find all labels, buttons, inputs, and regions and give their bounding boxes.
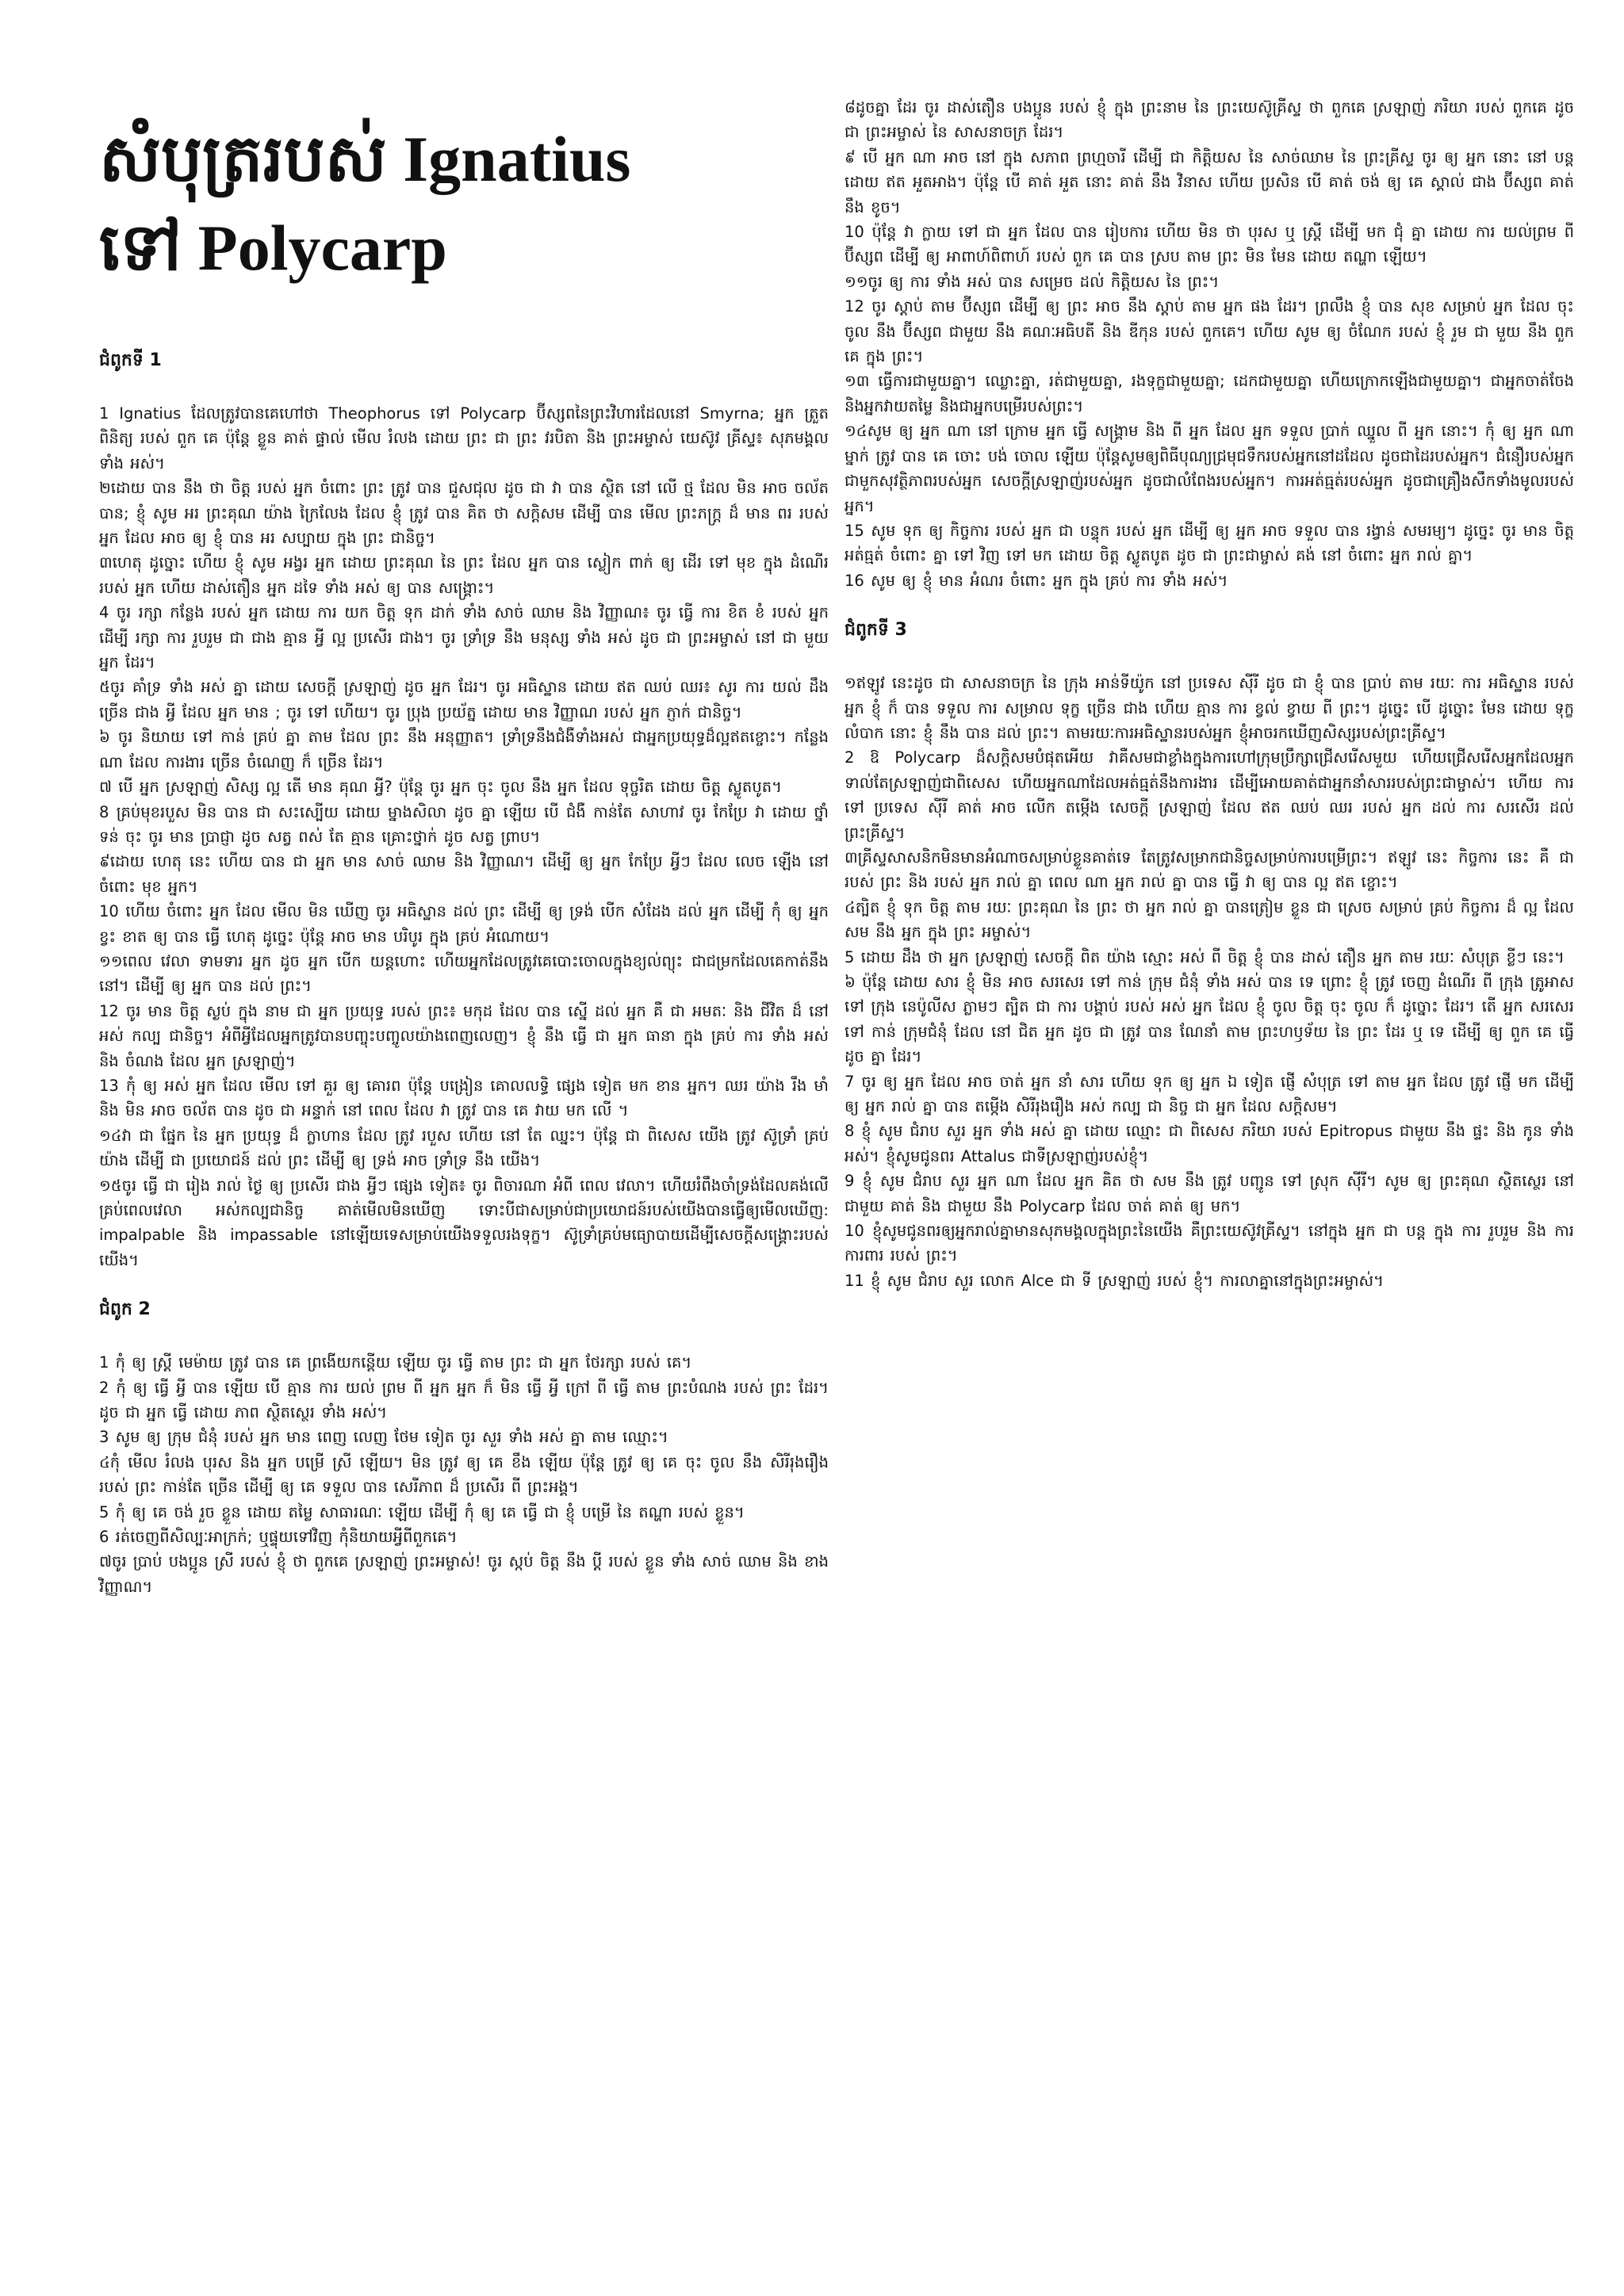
paragraph: 13 កុំ ឲ្យ អស់ អ្នក ដែល មើល ទៅ គួរ ឲ្យ គោរព ប៉ុន្តែ បង្រៀន គោលលទ្ធិ ផ្សេង ទៀត មក ខាន អ្នក។ ឈរ យ៉ាង រឹង មាំ និង មិន អាច ចល័ត បាន ដូច ជា អន្ទាក់ នៅ ពេល ដែល វា ត្រូវ បាន គេ វាយ មក លើ ។: [99, 1076, 829, 1120]
chapter-2: [99, 1298, 829, 1599]
paragraph: 9 ខ្ញុំ សូម ជំរាប សួរ អ្នក ណា ដែល អ្នក គិត ថា សម នឹង ត្រូវ បញ្ជូន ទៅ ស្រុក ស៊ីរី។ សូម ឲ្យ ព្រះគុណ ស្ថិតស្ថេរ នៅ ជាមួយ គាត់ និង ជាមួយ នឹង Polycarp ដែល ចាត់ គាត់ ឲ្យ មក។: [845, 1172, 1574, 1215]
chapter-3-heading: ជំពូកទី 3: [845, 620, 907, 641]
paragraph: 5 ដោយ ដឹង ថា អ្នក ស្រឡាញ់ សេចក្តី ពិត យ៉ាង ស្មោះ អស់ ពី ចិត្ត ខ្ញុំ បាន ដាស់ តឿន អ្នក តាម រយៈ សំបុត្រ ខ្លីៗ នេះ។: [845, 947, 1565, 966]
paragraph: ១៣ ធ្វើការជាមួយគ្នា។ ឈ្លោះគ្នា, រត់ជាមួយគ្នា, រងទុក្ខជាមួយគ្នា; ដេកជាមួយគ្នា ហើយក្រោកឡើងជាមួយគ្នា។ ជាអ្នកចាត់ចែង និងអ្នកវាយតម្លៃ និងជាអ្នកបម្រើរបស់ព្រះ។: [845, 372, 1574, 415]
document-title: [99, 115, 813, 293]
paragraph: 3 សូម ឲ្យ ក្រុម ជំនុំ របស់ អ្នក មាន ពេញ លេញ ថែម ទៀត ចូរ សួរ ទាំង អស់ គ្នា តាម ឈ្មោះ។: [99, 1428, 668, 1447]
paragraph: 10 ខ្ញុំសូមជូនពរឲ្យអ្នករាល់គ្នាមានសុភមង្គលក្នុងព្រះនៃយើង គឺព្រះយេស៊ូវគ្រីស្ទ។ នៅក្នុង អ្នក ជា បន្ត ក្នុង ការ រួបរួម និង ការ ការពារ របស់ ព្រះ។: [845, 1222, 1574, 1265]
chapter-3: [845, 618, 1574, 1293]
paragraph: ៤កុំ មើល រំលង បុរស និង អ្នក បម្រើ ស្រី ឡើយ។ មិន ត្រូវ ឲ្យ គេ ខឹង ឡើយ ប៉ុន្តែ ត្រូវ ឲ្យ គេ ចុះ ចូល នឹង សិរីរុងរឿង របស់ ព្រះ កាន់តែ ច្រើន ដើម្បី ឲ្យ គេ ទទួល បាន សេរីភាព ដ៏ ប្រសើរ ពី ព្រះអង្គ។: [99, 1452, 829, 1497]
title-line-2: ទៅ Polycarp: [99, 212, 447, 284]
paragraph: ២ដោយ បាន នឹង ថា ចិត្ត របស់ អ្នក ចំពោះ ព្រះ ត្រូវ បាន ជួសជុល ដូច ជា វា បាន ស្ថិត នៅ លើ ថ្ម ដែល មិន អាច ចល័ត បាន; ខ្ញុំ សូម អរ ព្រះគុណ យ៉ាង ក្រៃលែង ដែល ខ្ញុំ ត្រូវ បាន គិត ថា សក្តិសម ដើម្បី បាន មើល ព្រះភក្ត្រ ដ៏ មាន ពរ របស់ អ្នក ដែល អាច ឲ្យ ខ្ញុំ បាន អរ សប្បាយ ក្នុង ព្រះ ជានិច្ច។: [99, 479, 829, 548]
paragraph: 15 សូម ទុក ឲ្យ កិច្ចការ របស់ អ្នក ជា បន្ទុក របស់ អ្នក ដើម្បី ឲ្យ អ្នក អាច ទទួល បាន រង្វាន់ សមរម្យ។ ដូច្នេះ ចូរ មាន ចិត្ត អត់ធ្មត់ ចំពោះ គ្នា ទៅ វិញ ទៅ មក ដោយ ចិត្ត ស្លូតបូត ដូច ជា ព្រះជាម្ចាស់ គង់ នៅ ចំពោះ អ្នក រាល់ គ្នា។: [845, 521, 1574, 565]
paragraph: ៣គ្រីស្ទសាសនិកមិនមានអំណាចសម្រាប់ខ្លួនគាត់ទេ តែត្រូវសម្រាកជានិច្ចសម្រាប់ការបម្រើព្រះ។ ឥឡូវ នេះ កិច្ចការ នេះ គឺ ជា របស់ ព្រះ និង របស់ អ្នក រាល់ គ្នា ពេល ណា អ្នក រាល់ គ្នា បាន ធ្វើ វា ឲ្យ បាន ល្អ ឥត ខ្ចោះ។: [845, 848, 1574, 892]
paragraph: 6 រត់ចេញពីសិល្បៈអាក្រក់; ឬផ្ទុយទៅវិញ កុំនិយាយអ្វីពីពួកគេ។: [99, 1528, 458, 1547]
paragraph: ៦ ចូរ និយាយ ទៅ កាន់ គ្រប់ គ្នា តាម ដែល ព្រះ នឹង អនុញ្ញាត។ ទ្រាំទ្រនឹងជំងឺទាំងអស់ ជាអ្នកប្រយុទ្ធដ៏ល្អឥតខ្ចោះ។ កន្លែង ណា ដែល ការងារ ច្រើន ចំណេញ ក៏ ច្រើន ដែរ។: [99, 728, 829, 771]
paragraph: 2 កុំ ឲ្យ ធ្វើ អ្វី បាន ឡើយ បើ គ្មាន ការ យល់ ព្រម ពី អ្នក អ្នក ក៏ មិន ធ្វើ អ្វី ក្រៅ ពី ធ្វើ តាម ព្រះបំណង របស់ ព្រះ ដែរ។ ដូច ជា អ្នក ធ្វើ ដោយ ភាព ស្ថិតស្ថេរ ទាំង អស់។: [99, 1378, 829, 1422]
chapter-2-heading: ជំពូក 2: [99, 1299, 151, 1320]
chapter-2-continued: [845, 95, 1574, 593]
paragraph: 7 ចូរ ឲ្យ អ្នក ដែល អាច ចាត់ អ្នក នាំ សារ ហើយ ទុក ឲ្យ អ្នក ឯ ទៀត ផ្ញើ សំបុត្រ ទៅ តាម អ្នក ដែល ត្រូវ ផ្ញើ មក ដើម្បី ឲ្យ អ្នក រាល់ គ្នា បាន តម្កើង សិរីរុងរឿង អស់ កល្ប ជា និច្ច ជា អ្នក ដែល សក្តិសម។: [845, 1072, 1574, 1116]
title-line-1: សំបុត្ររបស់ Ignatius: [99, 123, 631, 195]
paragraph: ១១ចូរ ឲ្យ ការ ទាំង អស់ បាន សម្រេច ដល់ កិត្តិយស នៃ ព្រះ។: [845, 272, 1220, 291]
paragraph: ៧ បើ អ្នក ស្រឡាញ់ សិស្ស ល្អ តើ មាន គុណ អ្វី? ប៉ុន្តែ ចូរ អ្នក ចុះ ចូល នឹង អ្នក ដែល ទុច្ចរិត ដោយ ចិត្ត ស្លូតបូត។: [99, 778, 782, 797]
paragraph: ៤ត្បិត ខ្ញុំ ទុក ចិត្ត តាម រយៈ ព្រះគុណ នៃ ព្រះ ថា អ្នក រាល់ គ្នា បានត្រៀម ខ្លួន ជា ស្រេច សម្រាប់ គ្រប់ កិច្ចការ ដ៏ ល្អ ដែល សម នឹង អ្នក ក្នុង ព្រះ អម្ចាស់។: [845, 897, 1574, 942]
paragraph: 1 Ignatius ដែលត្រូវបានគេហៅថា Theophorus ទៅ Polycarp ប៊ីស្សពនៃព្រះវិហារដែលនៅ Smyrna; អ្នក ត្រួត ពិនិត្យ របស់ ពួក គេ ប៉ុន្តែ ខ្លួន គាត់ ផ្ទាល់ មើល រំលង ដោយ ព្រះ ជា ព្រះ វរបិតា និង ព្រះអម្ចាស់ យេស៊ូវ គ្រីស្ទ៖ សុភមង្គល ទាំង អស់។: [99, 404, 829, 473]
paragraph: ៦ ប៉ុន្តែ ដោយ សារ ខ្ញុំ មិន អាច សរសេរ ទៅ កាន់ ក្រុម ជំនុំ ទាំង អស់ បាន ទេ ព្រោះ ខ្ញុំ ត្រូវ ចេញ ដំណើរ ពី ក្រុង ត្រូអាស ទៅ ក្រុង នេប៉ូលីស ភ្លាមៗ ត្បិត ជា ការ បង្គាប់ របស់ អស់ អ្នក ដែល ខ្ញុំ ចូល ចិត្ត ចុះ ចូល ក៏ ដូច្នោះ ដែរ។ តើ អ្នក សរសេរ ទៅ កាន់ ក្រុមជំនុំ ដែល នៅ ជិត អ្នក ដូច ជា ត្រូវ បាន ណែនាំ តាម ព្រះហឫទ័យ នៃ ព្រះ ដែរ ឬ ទេ ដើម្បី ឲ្យ ពួក គេ ធ្វើ ដូច គ្នា ដែរ។: [845, 973, 1574, 1066]
paragraph: ៩ បើ អ្នក ណា អាច នៅ ក្នុង សភាព ព្រហ្មចារី ដើម្បី ជា កិត្តិយស នៃ សាច់ឈាម នៃ ព្រះគ្រីស្ទ ចូរ ឲ្យ អ្នក នោះ នៅ បន្ត ដោយ ឥត អួតអាង។ ប៉ុន្តែ បើ គាត់ អួត នោះ គាត់ នឹង វិនាស ហើយ ប្រសិន បើ គាត់ ចង់ ឲ្យ គេ ស្គាល់ ជាង ប៊ីស្សព គាត់ នឹង ខូច។: [845, 147, 1574, 216]
chapter-1: [99, 349, 829, 1272]
paragraph: 5 កុំ ឲ្យ គេ ចង់ រួច ខ្លួន ដោយ តម្លៃ សាធារណៈ ឡើយ ដើម្បី កុំ ឲ្យ គេ ធ្វើ ជា ខ្ញុំ បម្រើ នៃ តណ្ហា របស់ ខ្លួន។: [99, 1502, 745, 1521]
paragraph: 12 ចូរ ស្តាប់ តាម ប៊ីស្សព ដើម្បី ឲ្យ ព្រះ អាច នឹង ស្តាប់ តាម អ្នក ផង ដែរ។ ព្រលឹង ខ្ញុំ បាន សុខ សម្រាប់ អ្នក ដែល ចុះចូល នឹង ប៊ីស្សព ជាមួយ នឹង គណៈអធិបតី និង ឌីកុន របស់ ពួកគេ។ ហើយ សូម ឲ្យ ចំណែក របស់ ខ្ញុំ រួម ជា មួយ នឹង ពួក គេ ក្នុង ព្រះ។: [845, 297, 1574, 366]
paragraph: 4 ចូរ រក្សា កន្លែង របស់ អ្នក ដោយ ការ យក ចិត្ត ទុក ដាក់ ទាំង សាច់ ឈាម និង វិញ្ញាណ៖ ចូរ ធ្វើ ការ ខិត ខំ របស់ អ្នក ដើម្បី រក្សា ការ រួបរួម ជា ជាង គ្មាន អ្វី ល្អ ប្រសើរ ជាង។ ចូរ ទ្រាំទ្រ នឹង មនុស្ស ទាំង អស់ ដូច ជា ព្រះអម្ចាស់ នៅ ជា មួយ អ្នក ដែរ។: [99, 603, 829, 672]
paragraph: ៣ហេតុ ដូច្នោះ ហើយ ខ្ញុំ សូម អង្វរ អ្នក ដោយ ព្រះគុណ នៃ ព្រះ ដែល អ្នក បាន ស្លៀក ពាក់ ឲ្យ ដើរ ទៅ មុខ ក្នុង ដំណើរ របស់ អ្នក ហើយ ដាស់តឿន អ្នក ដទៃ ទាំង អស់ ឲ្យ បាន សង្គ្រោះ។: [99, 553, 829, 597]
paragraph: 11 ខ្ញុំ សូម ជំរាប សួរ លោក Alce ជា ទី ស្រឡាញ់ របស់ ខ្ញុំ។ ការលាគ្នានៅក្នុងព្រះអម្ចាស់។: [845, 1271, 1384, 1290]
paragraph: ៧ចូរ ប្រាប់ បងប្អូន ស្រី របស់ ខ្ញុំ ថា ពួកគេ ស្រឡាញ់ ព្រះអម្ចាស់! ចូរ ស្កប់ ចិត្ត នឹង ប្តី របស់ ខ្លួន ទាំង សាច់ ឈាម និង ខាង វិញ្ញាណ។: [99, 1552, 829, 1596]
paragraph: 8 គ្រប់មុខរបួស មិន បាន ជា សះស្បើយ ដោយ ម្នាងសិលា ដូច គ្នា ឡើយ បើ ជំងឺ កាន់តែ សាហាវ ចូរ កែប្រែ វា ដោយ ថ្នាំ ទន់ ចុះ ចូរ មាន ប្រាជ្ញា ដូច សត្វ ពស់ តែ គ្មាន គ្រោះថ្នាក់ ដូច សត្វ ព្រាប។: [99, 802, 829, 846]
paragraph: ៩ដោយ ហេតុ នេះ ហើយ បាន ជា អ្នក មាន សាច់ ឈាម និង វិញ្ញាណ។ ដើម្បី ឲ្យ អ្នក កែប្រែ អ្វីៗ ដែល លេច ឡើង នៅ ចំពោះ មុខ អ្នក។: [99, 852, 829, 896]
paragraph: 10 ប៉ុន្តែ វា ក្លាយ ទៅ ជា អ្នក ដែល បាន រៀបការ ហើយ មិន ថា បុរស ឬ ស្ត្រី ដើម្បី មក ជុំ គ្នា ដោយ ការ យល់ព្រម ពី ប៊ីស្សព ដើម្បី ឲ្យ អាពាហ៍ពិពាហ៍ របស់ ពួក គេ បាន ស្រប តាម ព្រះ មិន មែន ដោយ តណ្ហា ឡើយ។: [845, 223, 1574, 266]
chapter-1-heading: ជំពូកទី 1: [99, 350, 162, 370]
paragraph: ១ឥឡូវ នេះដូច ជា សាសនាចក្រ នៃ ក្រុង អាន់ទីយ៉ូក នៅ ប្រទេស ស៊ីរី ដូច ជា ខ្ញុំ បាន ប្រាប់ តាម រយៈ ការ អធិស្ឋាន របស់ អ្នក ខ្ញុំ ក៏ បាន ទទួល ការ សម្រាល ទុក្ខ ច្រើន ជាង ហើយ គ្មាន ការ ខ្វល់ ខ្វាយ ពី ព្រះ។ ដូច្នេះ បើ ដូច្នោះ មែន ដោយ ទុក្ខ លំបាក នោះ ខ្ញុំ នឹង បាន ដល់ ព្រះ។ តាមរយៈការអធិស្ឋានរបស់អ្នក ខ្ញុំអាចរកឃើញសិស្សរបស់ព្រះគ្រីស្ទ។: [845, 674, 1574, 742]
paragraph: 10 ហើយ ចំពោះ អ្នក ដែល មើល មិន ឃើញ ចូរ អធិស្ឋាន ដល់ ព្រះ ដើម្បី ឲ្យ ទ្រង់ បើក សំដែង ដល់ អ្នក ដើម្បី កុំ ឲ្យ អ្នក ខ្វះ ខាត ឲ្យ បាន ធ្វើ ហេតុ ដូច្នេះ ប៉ុន្តែ អាច មាន បរិបូរ ក្នុង គ្រប់ អំណោយ។: [99, 902, 829, 946]
paragraph: 12 ចូរ មាន ចិត្ត ស្ងប់ ក្នុង នាម ជា អ្នក ប្រយុទ្ធ របស់ ព្រះ៖ មកុដ ដែល បាន ស្នើ ដល់ អ្នក គឺ ជា អមតៈ និង ជីវិត ដ៏ នៅ អស់ កល្ប ជានិច្ច។ អំពីអ្វីដែលអ្នកត្រូវបានបញ្ចុះបញ្ចូលយ៉ាងពេញលេញ។ ខ្ញុំ នឹង ធ្វើ ជា អ្នក ធានា ក្នុង គ្រប់ ការ ទាំង អស់ និង ចំណង ដែល អ្នក ស្រឡាញ់។: [99, 1001, 829, 1070]
paragraph: 2 ឱ Polycarp ដ៏សក្តិសមបំផុតអើយ វាគឺសមជាខ្លាំងក្នុងការហៅក្រុមប្រឹក្សាជ្រើសរើសមួយ ហើយជ្រើសរើសអ្នកដែលអ្នកទាល់តែស្រឡាញ់ជាពិសេស ហើយអ្នកណាដែលអត់ធ្មត់នឹងការងារ ដើម្បីអោយគាត់ជាអ្នកនាំសាររបស់ព្រះជាម្ចាស់។ ហើយ ការ ទៅ ប្រទេស ស៊ីរី គាត់ អាច លើក តម្កើង សេចក្តី ស្រឡាញ់ ដែល ឥត ឈប់ ឈរ របស់ អ្នក ដល់ ការ សរសើរ ដល់ ព្រះគ្រីស្ទ។: [845, 748, 1574, 842]
paragraph: 8 ខ្ញុំ សូម ជំរាប សួរ អ្នក ទាំង អស់ គ្នា ដោយ ឈ្មោះ ជា ពិសេស ភរិយា របស់ Epitropus ជាមួយ នឹង ផ្ទះ និង កូន ទាំង អស់។ ខ្ញុំសូមជូនពរ Attalus ជាទីស្រឡាញ់របស់ខ្ញុំ។: [845, 1122, 1574, 1165]
right-column: [845, 95, 1574, 1293]
paragraph: ១៤វា ជា ផ្នែក នៃ អ្នក ប្រយុទ្ធ ដ៏ ក្លាហាន ដែល ត្រូវ របួស ហើយ នៅ តែ ឈ្នះ។ ប៉ុន្តែ ជា ពិសេស យើង ត្រូវ ស៊ូទ្រាំ គ្រប់ យ៉ាង ដើម្បី ជា ប្រយោជន៍ ដល់ ព្រះ ដើម្បី ឲ្យ ទ្រង់ អាច ទ្រាំទ្រ នឹង យើង។: [99, 1126, 829, 1170]
paragraph: ១៤សូម ឲ្យ អ្នក ណា នៅ ក្រោម អ្នក ធ្វើ សង្គ្រាម និង ពី អ្នក ដែល អ្នក ទទួល ប្រាក់ ឈ្នួល ពី អ្នក នោះ។ កុំ ឲ្យ អ្នក ណា ម្នាក់ ត្រូវ បាន គេ ចោះ បង់ ចោល ឡើយ ប៉ុន្តែសូមឲ្យពិធីបុណ្យជ្រមុជទឹករបស់អ្នកនៅដដែល ដូចជាដៃរបស់អ្នក។ ជំនឿរបស់អ្នក ជាមួកសុវត្ថិភាពរបស់អ្នក សេចក្តីស្រឡាញ់របស់អ្នក ដូចជាលំពែងរបស់អ្នក។ ការអត់ធ្មត់របស់អ្នក ដូចជាគ្រឿងសឹកទាំងមូលរបស់អ្នក។: [845, 422, 1574, 515]
paragraph: 1 កុំ ឲ្យ ស្ត្រី មេម៉ាយ ត្រូវ បាន គេ ព្រងើយកន្តើយ ឡើយ ចូរ ធ្វើ តាម ព្រះ ជា អ្នក ថែរក្សា របស់ គេ។: [99, 1353, 692, 1372]
paragraph: ៨ដូចគ្នា ដែរ ចូរ ដាស់តឿន បងប្អូន របស់ ខ្ញុំ ក្នុង ព្រះនាម នៃ ព្រះយេស៊ូគ្រីស្ទ ថា ពួកគេ ស្រឡាញ់ ភរិយា របស់ ពួកគេ ដូច ជា ព្រះអម្ចាស់ នៃ សាសនាចក្រ ដែរ។: [845, 98, 1574, 142]
paragraph: ៥ចូរ គាំទ្រ ទាំង អស់ គ្នា ដោយ សេចក្តី ស្រឡាញ់ ដូច អ្នក ដែរ។ ចូរ អធិស្ឋាន ដោយ ឥត ឈប់ ឈរ៖ សូរ ការ យល់ ដឹង ច្រើន ជាង អ្វី ដែល អ្នក មាន ; ចូរ ទៅ ហើយ។ ចូរ ប្រុង ប្រយ័ត្ន ដោយ មាន វិញ្ញាណ របស់ អ្នក ភ្ញាក់ ជានិច្ច។: [99, 678, 829, 721]
paragraph: ១១ពេល វេលា ទាមទារ អ្នក ដូច អ្នក បើក យន្តហោះ ហើយអ្នកដែលត្រូវគេបោះចោលក្នុងខ្យល់ព្យុះ ជាជម្រកដែលគេកាត់នឹងនៅ។ ដើម្បី ឲ្យ អ្នក បាន ដល់ ព្រះ។: [99, 951, 829, 996]
paragraph: ១៥ចូរ ធ្វើ ជា រៀង រាល់ ថ្ងៃ ឲ្យ ប្រសើរ ជាង អ្វីៗ ផ្សេង ទៀត៖ ចូរ ពិចារណា អំពី ពេល វេលា។ ហើយរំពឹងចាំទ្រង់ដែលគង់លើគ្រប់ពេលវេលា អស់កល្បជានិច្ច គាត់មើលមិនឃើញ ទោះបីជាសម្រាប់ជាប្រយោជន៍របស់យើងបានធ្វើឲ្យមើលឃើញ: impalpable និង impassable នៅឡើយទេសម្រាប់យើងទទួលរងទុក្ខ។ ស៊ូទ្រាំគ្រប់មធ្យោបាយដើម្បីសេចក្តីសង្គ្រោះរបស់យើង។: [99, 1176, 829, 1269]
paragraph: 16 សូម ឲ្យ ខ្ញុំ មាន អំណរ ចំពោះ អ្នក ក្នុង គ្រប់ ការ ទាំង អស់។: [845, 571, 1228, 590]
